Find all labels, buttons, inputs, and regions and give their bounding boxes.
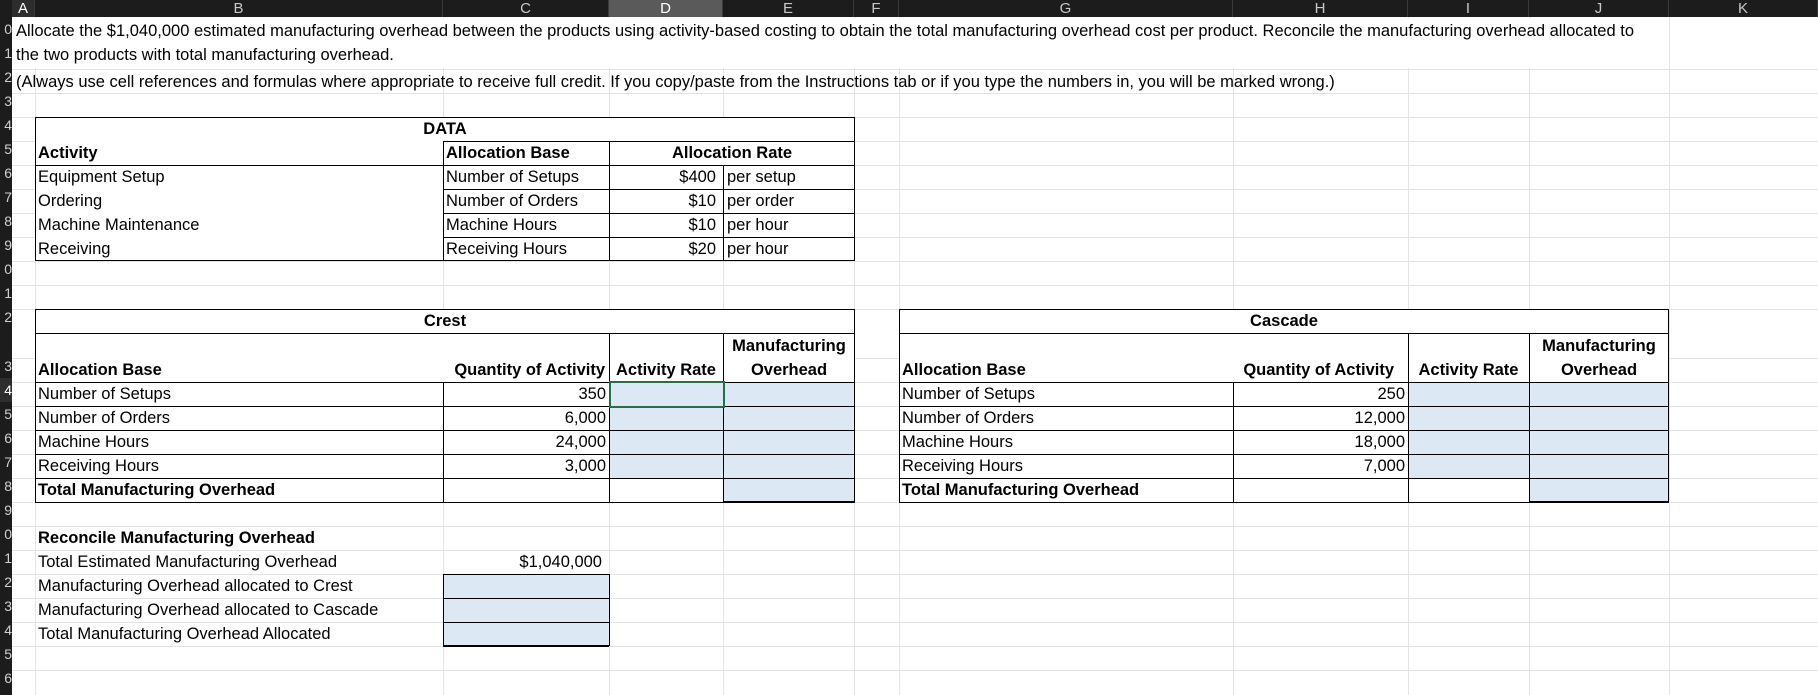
column-header-h[interactable]: H: [1233, 0, 1408, 17]
crest-header-moh[interactable]: Manufacturing: [732, 337, 846, 355]
crest-title[interactable]: Crest: [423, 312, 467, 330]
row-header[interactable]: 6: [4, 670, 12, 686]
column-header-i[interactable]: I: [1408, 0, 1529, 17]
crest-header-base[interactable]: Allocation Base: [38, 361, 162, 379]
data-table-title[interactable]: DATA: [423, 120, 467, 138]
row-header[interactable]: 0: [4, 526, 12, 542]
crest-total-label[interactable]: Total Manufacturing Overhead: [38, 481, 276, 499]
crest-qty[interactable]: 24,000: [555, 433, 606, 451]
cascade-base[interactable]: Receiving Hours: [902, 457, 1024, 475]
row-header[interactable]: 7: [4, 454, 12, 470]
reconcile-label[interactable]: Manufacturing Overhead allocated to Crest: [38, 577, 353, 595]
data-unit[interactable]: per hour: [727, 216, 789, 234]
cascade-qty[interactable]: 7,000: [1363, 457, 1405, 475]
row-header[interactable]: 6: [4, 165, 12, 181]
column-header-d[interactable]: D: [609, 0, 723, 17]
reconcile-value[interactable]: [443, 623, 602, 645]
column-header-a[interactable]: A: [12, 0, 35, 17]
reconcile-value[interactable]: [443, 575, 602, 597]
column-header-e[interactable]: E: [723, 0, 854, 17]
row-header[interactable]: 5: [4, 406, 12, 422]
data-header-base[interactable]: Allocation Base: [446, 144, 570, 162]
data-unit[interactable]: per order: [727, 192, 794, 210]
data-header-rate[interactable]: Allocation Rate: [671, 144, 793, 162]
cascade-header-moh[interactable]: Manufacturing: [1542, 337, 1656, 355]
cascade-header-rate[interactable]: Activity Rate: [1418, 361, 1519, 379]
row-header-bar: [0, 17, 12, 695]
column-header-j[interactable]: J: [1529, 0, 1669, 17]
row-header[interactable]: 2: [4, 69, 12, 85]
data-unit[interactable]: per setup: [727, 168, 796, 186]
cascade-qty[interactable]: 250: [1377, 385, 1405, 403]
data-rate[interactable]: $20: [688, 240, 716, 258]
data-activity[interactable]: Receiving: [38, 240, 111, 258]
data-header-activity[interactable]: Activity: [38, 144, 98, 162]
crest-header-moh[interactable]: Overhead: [750, 361, 828, 379]
row-header[interactable]: 4: [4, 117, 12, 133]
crest-base[interactable]: Number of Orders: [38, 409, 171, 427]
data-activity[interactable]: Ordering: [38, 192, 103, 210]
data-rate[interactable]: $10: [688, 216, 716, 234]
data-unit[interactable]: per hour: [727, 240, 789, 258]
row-header[interactable]: 2: [4, 309, 12, 325]
cascade-header-moh[interactable]: Overhead: [1560, 361, 1638, 379]
cascade-qty[interactable]: 18,000: [1354, 433, 1405, 451]
cascade-header-base[interactable]: Allocation Base: [902, 361, 1026, 379]
data-base[interactable]: Receiving Hours: [446, 240, 568, 258]
crest-base[interactable]: Receiving Hours: [38, 457, 160, 475]
cascade-base[interactable]: Machine Hours: [902, 433, 1013, 451]
row-header[interactable]: 7: [4, 189, 12, 205]
crest-header-qty[interactable]: Quantity of Activity: [454, 361, 605, 379]
row-header[interactable]: 3: [4, 93, 12, 109]
cascade-header-qty[interactable]: Quantity of Activity: [1243, 361, 1394, 379]
active-cell[interactable]: [609, 381, 725, 408]
column-header-bar: [0, 0, 1818, 17]
row-header[interactable]: 8: [4, 478, 12, 494]
row-header[interactable]: 1: [4, 45, 12, 61]
row-header[interactable]: 3: [4, 598, 12, 614]
cascade-title[interactable]: Cascade: [1250, 312, 1318, 330]
crest-qty[interactable]: 3,000: [564, 457, 606, 475]
row-header[interactable]: 0: [4, 261, 12, 277]
row-header[interactable]: 4: [4, 622, 12, 638]
row-header[interactable]: 1: [4, 550, 12, 566]
reconcile-label[interactable]: Manufacturing Overhead allocated to Cascade: [38, 601, 379, 619]
row-header[interactable]: 1: [4, 285, 12, 301]
row-header[interactable]: 6: [4, 430, 12, 446]
row-header[interactable]: 5: [4, 646, 12, 662]
column-header-g[interactable]: G: [899, 0, 1233, 17]
crest-qty[interactable]: 6,000: [564, 409, 606, 427]
crest-base[interactable]: Number of Setups: [38, 385, 171, 403]
data-rate[interactable]: $10: [688, 192, 716, 210]
reconcile-value[interactable]: $1,040,000: [519, 553, 602, 571]
row-header[interactable]: 0: [4, 21, 12, 37]
column-header-c[interactable]: C: [443, 0, 609, 17]
instruction-line-2[interactable]: the two products with total manufacturing overhead.: [16, 46, 394, 64]
cascade-base[interactable]: Number of Setups: [902, 385, 1035, 403]
reconcile-label[interactable]: Total Manufacturing Overhead Allocated: [38, 625, 331, 643]
column-header-b[interactable]: B: [35, 0, 443, 17]
row-header[interactable]: 4: [0, 378, 12, 402]
reconcile-title[interactable]: Reconcile Manufacturing Overhead: [38, 529, 315, 547]
reconcile-label[interactable]: Total Estimated Manufacturing Overhead: [38, 553, 337, 571]
row-header[interactable]: 8: [4, 213, 12, 229]
column-header-k[interactable]: K: [1669, 0, 1818, 17]
row-header[interactable]: 9: [4, 237, 12, 253]
column-header-f[interactable]: F: [854, 0, 899, 17]
reconcile-value[interactable]: [443, 599, 602, 621]
instruction-line-3[interactable]: (Always use cell references and formulas where appropriate to receive full credit. If you copy/paste from the Instructions tab or if you type the numbers in, you will be marked wrong.): [16, 73, 1335, 91]
crest-header-rate[interactable]: Activity Rate: [616, 361, 716, 379]
row-header[interactable]: 2: [4, 574, 12, 590]
crest-qty[interactable]: 350: [578, 385, 606, 403]
crest-base[interactable]: Machine Hours: [38, 433, 149, 451]
data-activity[interactable]: Equipment Setup: [38, 168, 165, 186]
cascade-qty[interactable]: 12,000: [1354, 409, 1405, 427]
data-base[interactable]: Machine Hours: [446, 216, 557, 234]
data-base[interactable]: Number of Orders: [446, 192, 579, 210]
instruction-line-1[interactable]: Allocate the $1,040,000 estimated manufacturing overhead between the products using activity-based costing to obtain the total manufacturing overhead cost per product. Reconcile the manufacturing overhead allocated to: [16, 22, 1635, 40]
cascade-base[interactable]: Number of Orders: [902, 409, 1035, 427]
data-activity[interactable]: Machine Maintenance: [38, 216, 200, 234]
data-base[interactable]: Number of Setups: [446, 168, 579, 186]
row-header[interactable]: 3: [4, 358, 12, 374]
row-header[interactable]: 9: [4, 502, 12, 518]
cascade-total-label[interactable]: Total Manufacturing Overhead: [902, 481, 1140, 499]
row-header[interactable]: 5: [4, 141, 12, 157]
data-rate[interactable]: $400: [679, 168, 716, 186]
